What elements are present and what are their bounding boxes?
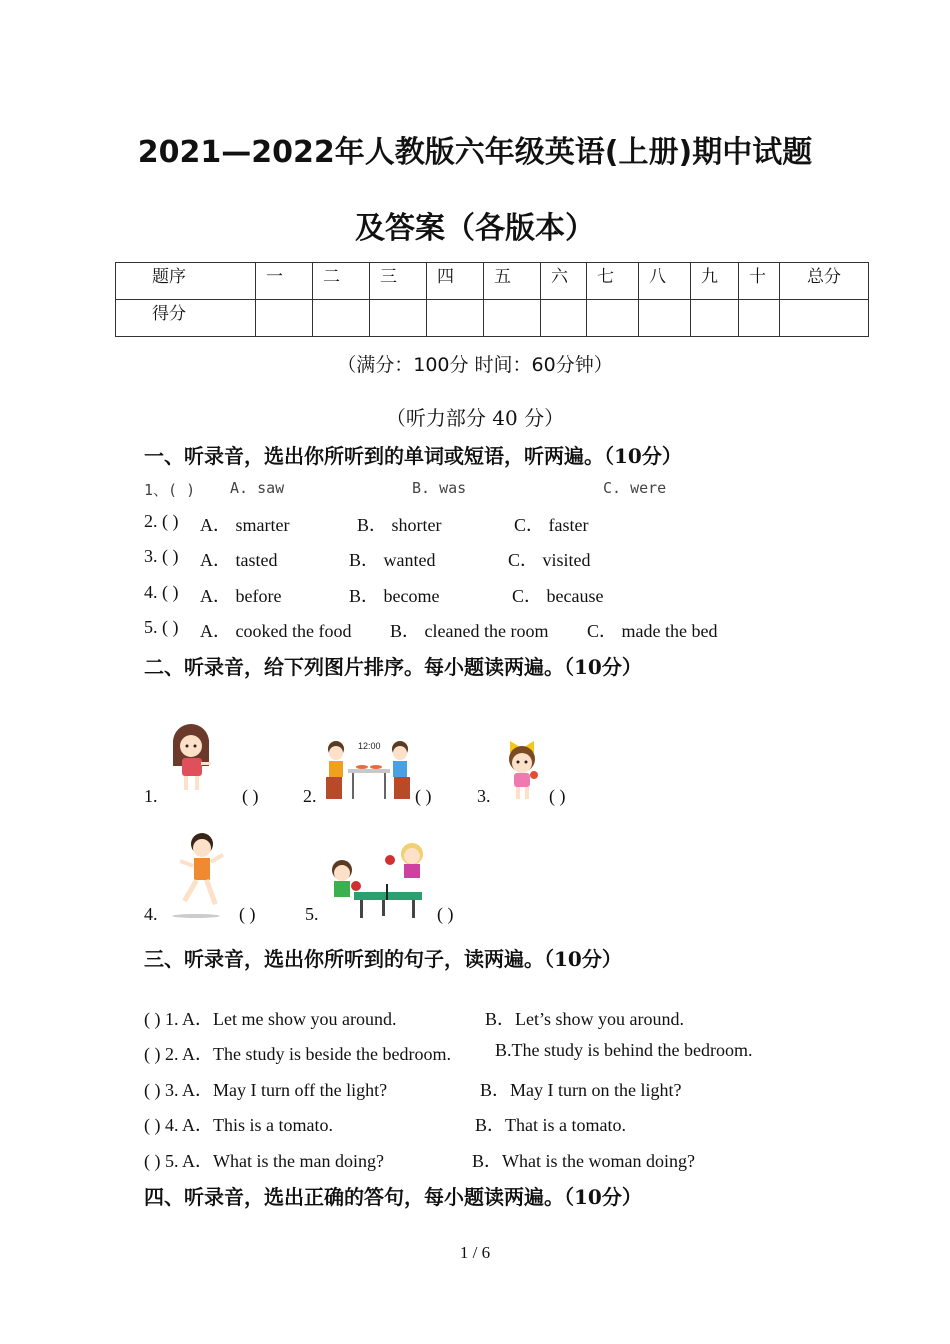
score-input-cell[interactable]: [739, 300, 780, 337]
s3-q2-option-b[interactable]: B.The study is behind the bedroom.: [495, 1040, 753, 1060]
s1-q3-option-a[interactable]: A． tasted: [200, 550, 278, 570]
s1-q3-num: 3. ( ): [144, 546, 179, 566]
s3-q3-option-a[interactable]: ( ) 3. A．May I turn off the light?: [144, 1080, 388, 1100]
score-input-cell[interactable]: [484, 300, 541, 337]
score-input-cell[interactable]: [541, 300, 587, 337]
s1-q2-option-b[interactable]: B． shorter: [357, 515, 442, 535]
score-cell: 六: [541, 263, 587, 300]
girl-walking-picture: [165, 722, 220, 797]
s1-q4-num: 4. ( ): [144, 582, 179, 602]
page-title-line1: 2021—2022年人教版六年级英语(上册)期中试题: [137, 135, 813, 170]
score-cell: 十: [739, 263, 780, 300]
s1-q5-option-c[interactable]: C． made the bed: [587, 621, 718, 641]
score-cell: 二: [313, 263, 370, 300]
s1-q1-num: 1、( ): [144, 481, 196, 499]
score-cell: 五: [484, 263, 541, 300]
s1-q1-option-c[interactable]: C. were: [603, 479, 667, 497]
s2-paren-4[interactable]: ( ): [239, 904, 256, 924]
s1-q4-option-c[interactable]: C． because: [512, 586, 604, 606]
score-cell: 总分: [780, 263, 869, 300]
s1-q2-option-a[interactable]: A． smarter: [200, 515, 290, 535]
s3-q3-option-b[interactable]: B．May I turn on the light?: [480, 1080, 682, 1100]
clock-text: 12:00: [358, 741, 381, 751]
full-marks-note: （满分：100分 时间：60分钟）: [337, 354, 613, 376]
girl-running-picture: [170, 830, 232, 920]
score-cell: 四: [427, 263, 484, 300]
s3-q5-option-b[interactable]: B．What is the woman doing?: [472, 1151, 695, 1171]
score-cell: 七: [587, 263, 639, 300]
s3-q4-option-b[interactable]: B．That is a tomato.: [475, 1115, 626, 1135]
score-input-cell[interactable]: [639, 300, 691, 337]
s1-q5-num: 5. ( ): [144, 617, 179, 637]
s1-q2-num: 2. ( ): [144, 511, 179, 531]
score-table: [115, 262, 869, 337]
score-input-cell[interactable]: [780, 300, 869, 337]
s2-label-3: 3.: [477, 786, 491, 806]
score-cell: 九: [691, 263, 739, 300]
s1-q5-option-a[interactable]: A． cooked the food: [200, 621, 352, 641]
s1-q1-option-a[interactable]: A. saw: [230, 479, 285, 497]
score-input-cell[interactable]: [587, 300, 639, 337]
kids-lunch-picture: [322, 735, 412, 803]
section1-heading: 一、听录音，选出你所听到的单词或短语，听两遍。（10分）: [144, 444, 682, 468]
score-table-score-row: [116, 300, 869, 337]
s2-label-5: 5.: [305, 904, 319, 924]
s3-q1-option-b[interactable]: B．Let’s show you around.: [485, 1009, 684, 1029]
s1-q2-option-c[interactable]: C． faster: [514, 515, 589, 535]
s2-label-4: 4.: [144, 904, 158, 924]
s2-paren-3[interactable]: ( ): [549, 786, 566, 806]
s3-q4-option-a[interactable]: ( ) 4. A．This is a tomato.: [144, 1115, 333, 1135]
page-title-line2: 及答案（各版本）: [355, 211, 595, 246]
score-cell: 八: [639, 263, 691, 300]
s3-q1-option-a[interactable]: ( ) 1. A．Let me show you around.: [144, 1009, 397, 1029]
score-input-cell[interactable]: [427, 300, 484, 337]
score-cell: 题序: [116, 263, 256, 300]
section2-heading: 二、听录音，给下列图片排序。每小题读两遍。（10分）: [144, 655, 642, 679]
ping-pong-picture: [324, 840, 434, 922]
s2-paren-5[interactable]: ( ): [437, 904, 454, 924]
score-input-cell[interactable]: [256, 300, 313, 337]
score-cell: 三: [370, 263, 427, 300]
s2-label-2: 2.: [303, 786, 317, 806]
score-table-header-row: [116, 263, 869, 300]
s1-q3-option-c[interactable]: C． visited: [508, 550, 591, 570]
s1-q5-option-b[interactable]: B． cleaned the room: [390, 621, 549, 641]
girl-eating-picture: [498, 735, 546, 803]
score-input-cell[interactable]: [313, 300, 370, 337]
s1-q1-option-b[interactable]: B. was: [412, 479, 467, 497]
page-number: 1 / 6: [459, 1243, 491, 1262]
section3-heading: 三、听录音，选出你所听到的句子，读两遍。（10分）: [144, 947, 622, 971]
score-input-cell[interactable]: [370, 300, 427, 337]
s2-paren-1[interactable]: ( ): [242, 786, 259, 806]
s2-label-1: 1.: [144, 786, 158, 806]
s2-paren-2[interactable]: ( ): [415, 786, 432, 806]
s3-q2-option-a[interactable]: ( ) 2. A．The study is beside the bedroom.: [144, 1044, 451, 1064]
score-cell: 一: [256, 263, 313, 300]
score-input-cell[interactable]: [691, 300, 739, 337]
s3-q5-option-a[interactable]: ( ) 5. A．What is the man doing?: [144, 1151, 384, 1171]
listening-header: （听力部分 40 分）: [385, 406, 565, 430]
score-label: 得分: [116, 300, 256, 337]
s1-q4-option-b[interactable]: B． become: [349, 586, 440, 606]
s1-q3-option-b[interactable]: B． wanted: [349, 550, 436, 570]
section4-heading: 四、听录音，选出正确的答句，每小题读两遍。（10分）: [144, 1185, 642, 1209]
s1-q4-option-a[interactable]: A． before: [200, 586, 282, 606]
